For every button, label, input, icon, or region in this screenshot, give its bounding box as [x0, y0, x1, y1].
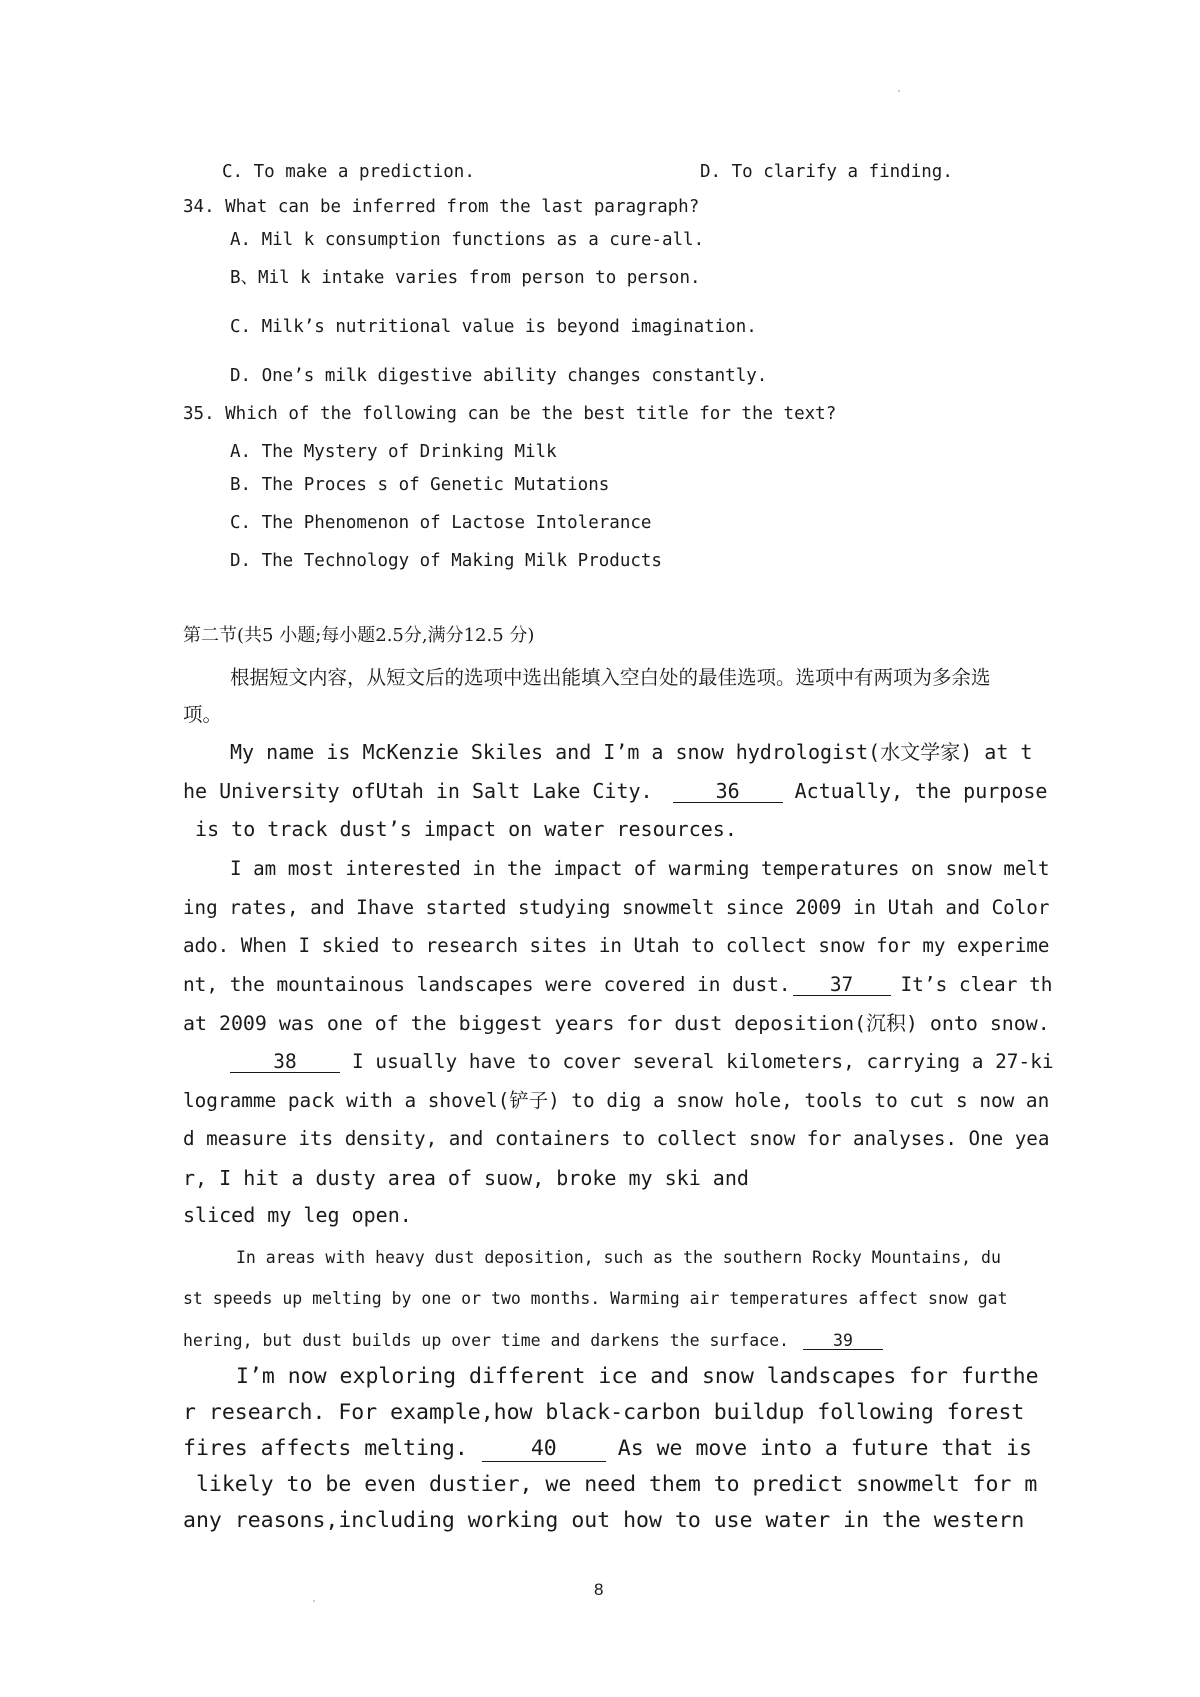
passage-line: any reasons,including working out how to use water in the western — [183, 1508, 1025, 1533]
passage-line — [183, 975, 1052, 996]
passage-text: Actually, the purpose — [794, 779, 1048, 803]
q35-option-b: B. The Proces s of Genetic Mutations — [230, 475, 610, 495]
passage-line: at 2009 was one of the biggest years for dust deposition(沉积) onto snow. — [183, 1012, 1050, 1035]
passage-line: In areas with heavy dust deposition, such as the southern Rocky Mountains, du — [236, 1248, 1001, 1267]
passage-line — [183, 1332, 889, 1350]
q33-option-d: D. To clarify a finding. — [700, 162, 953, 182]
section-instruction-line1: 根据短文内容，从短文后的选项中选出能填入空白处的最佳选项。选项中有两项为多余选 — [230, 666, 991, 689]
passage-line — [183, 1438, 1032, 1462]
blank-39: 39 — [803, 1332, 883, 1350]
passage-line: st speeds up melting by one or two months. Warming air temperatures affect snow gat — [183, 1289, 1008, 1308]
blank-38: 38 — [230, 1052, 340, 1073]
passage-text: As we move into a future that is — [617, 1436, 1032, 1461]
q34-stem: 34. What can be inferred from the last paragraph? — [183, 197, 700, 217]
q34-option-d: D. One’s milk digestive ability changes constantly. — [230, 366, 768, 386]
passage-line: logramme pack with a shovel(铲子) to dig a snow hole, tools to cut s now an — [183, 1089, 1050, 1112]
passage-text: I usually have to cover several kilometers, carrying a 27-ki — [352, 1050, 1054, 1073]
blank-36: 36 — [673, 781, 783, 803]
passage-line: d measure its density, and containers to collect snow for analyses. One yea — [183, 1127, 1050, 1150]
q35-option-c: C. The Phenomenon of Lactose Intolerance — [230, 513, 652, 533]
q35-stem: 35. Which of the following can be the best title for the text? — [183, 404, 837, 424]
q33-option-c: C. To make a prediction. — [222, 162, 475, 182]
passage-text: fires affects melting. — [183, 1436, 468, 1461]
passage-line: ing rates, and Ihave started studying snowmelt since 2009 in Utah and Color — [183, 896, 1050, 919]
passage-text: It’s clear th — [900, 973, 1053, 996]
passage-line: sliced my leg open. — [183, 1203, 412, 1227]
passage-line: I’m now exploring different ice and snow landscapes for furthe — [236, 1364, 1039, 1389]
passage-text: hering, but dust builds up over time and darkens the surface. — [183, 1331, 789, 1350]
passage-line: r, I hit a dusty area of suow, broke my ski and — [183, 1166, 749, 1190]
page-number: 8 — [594, 1580, 604, 1599]
scan-speck — [313, 1600, 315, 1602]
passage-line: r research. For example,how black-carbon buildup following forest — [183, 1400, 1025, 1425]
passage-line: likely to be even dustier, we need them to predict snowmelt for m — [183, 1472, 1038, 1497]
scan-speck — [898, 90, 900, 92]
q35-option-a: A. The Mystery of Drinking Milk — [230, 442, 557, 462]
passage-line: ado. When I skied to research sites in Utah to collect snow for my experime — [183, 934, 1050, 957]
q34-option-c: C. Milk’s nutritional value is beyond imagination. — [230, 317, 757, 337]
blank-37: 37 — [793, 975, 891, 996]
q34-option-b: B、Mil k intake varies from person to person. — [230, 268, 701, 288]
section-heading: 第二节(共5 小题;每小题2.5分,满分12.5 分) — [183, 625, 535, 646]
passage-text: he University ofUtah in Salt Lake City. — [183, 779, 653, 803]
passage-text: nt, the mountainous landscapes were covered in dust. — [183, 973, 791, 996]
q35-option-d: D. The Technology of Making Milk Products — [230, 551, 662, 571]
q34-option-a: A. Mil k consumption functions as a cure-all. — [230, 230, 705, 250]
passage-line: is to track dust’s impact on water resources. — [183, 817, 737, 841]
passage-line: I am most interested in the impact of warming temperatures on snow melt — [230, 857, 1050, 880]
passage-line — [183, 781, 1047, 803]
blank-40: 40 — [482, 1438, 606, 1462]
passage-line: My name is McKenzie Skiles and I’m a snow hydrologist(水文学家) at t — [230, 740, 1033, 764]
passage-line — [230, 1052, 1054, 1073]
section-instruction-line2: 项。 — [183, 703, 223, 726]
